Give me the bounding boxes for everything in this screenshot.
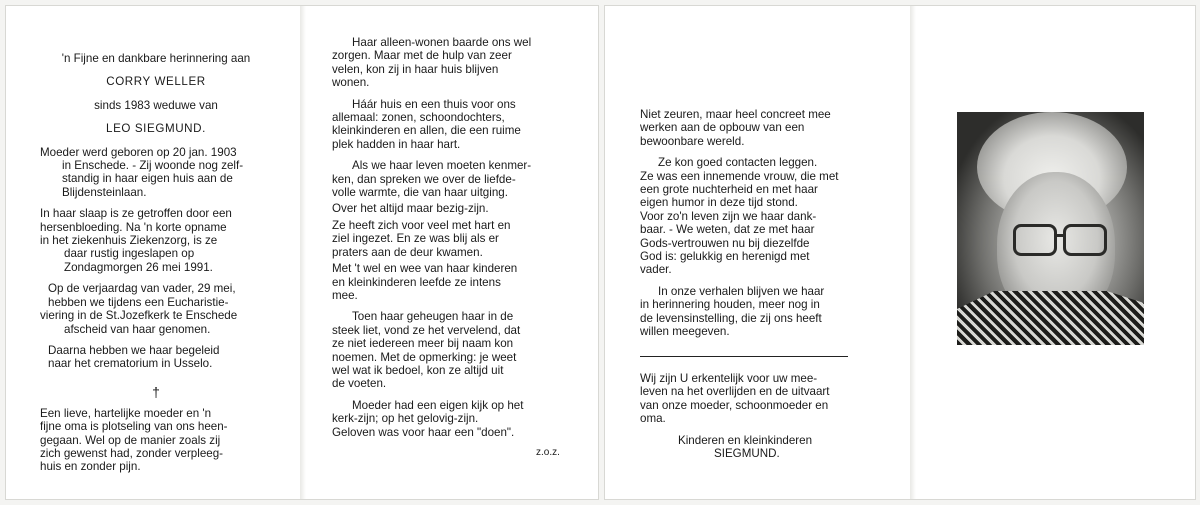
text-line: ze niet iedereen meer bij naam kon <box>332 337 514 351</box>
text-line: en kleinkinderen leefde ze intens <box>332 275 501 289</box>
text-line: volle warmte, die van haar uitging. <box>332 186 508 200</box>
text-line: Moeder had een eigen kijk op het <box>352 398 524 412</box>
text-column-3 <box>640 108 872 347</box>
text-line: Toen haar geheugen haar in de <box>352 310 514 324</box>
text-column-2 <box>332 36 570 447</box>
text-line: Gods-vertrouwen nu bij diezelfde <box>640 236 810 250</box>
paragraph <box>332 399 570 439</box>
deceased-name: CORRY WELLER <box>106 75 206 89</box>
divider-line <box>640 356 848 357</box>
text-line: mee. <box>332 288 358 302</box>
portrait-photo <box>957 112 1144 345</box>
text-line: baar. - We weten, dat ze met haar <box>640 223 815 237</box>
signature-line <box>640 447 876 460</box>
text-line: Als we haar leven moeten kenmer- <box>352 159 532 173</box>
text-line: willen meegeven. <box>640 325 730 339</box>
text-line: van onze moeder, schoonmoeder en <box>640 398 829 412</box>
text-line: gegaan. Wel op de manier zoals zij <box>40 433 221 447</box>
text-line: Ze heeft zich voor veel met hart en <box>332 218 511 232</box>
paragraph <box>640 156 872 277</box>
text-line: hebben we tijdens een Eucharistie- <box>48 295 229 309</box>
text-line: kerk-zijn; op het gelovig-zijn. <box>332 412 479 426</box>
text-line: Geloven was voor haar een "doen". <box>332 425 515 439</box>
paragraph <box>40 344 272 371</box>
text-line: steek liet, vond ze het vervelend, dat <box>332 323 521 337</box>
text-line: Ze kon goed contacten leggen. <box>658 156 818 170</box>
paragraph <box>40 282 272 336</box>
paragraph <box>40 146 272 200</box>
text-line: hersenbloeding. Na 'n korte opname <box>40 220 227 234</box>
card-fold <box>300 6 306 499</box>
paragraph <box>40 207 272 274</box>
paragraph <box>332 36 570 90</box>
text-line: in het ziekenhuis Ziekenzorg, is ze <box>40 234 218 248</box>
text-line: huis en zonder pijn. <box>40 460 141 474</box>
text-line: wel wat ik bedoel, kon ze altijd uit <box>332 363 504 377</box>
text-line: Haar alleen-wonen baarde ons wel <box>352 36 532 49</box>
text-line: Daarna hebben we haar begeleid <box>48 343 220 357</box>
text-line: Met 't wel en wee van haar kinderen <box>332 262 518 276</box>
text-line: viering in de St.Jozefkerk te Enschede <box>40 309 238 323</box>
paragraph <box>40 407 272 474</box>
text-line: bewoonbare wereld. <box>640 134 745 148</box>
text-line: de voeten. <box>332 377 387 391</box>
text-line: kleinkinderen en allen, die een ruime <box>332 124 521 138</box>
card-fold <box>910 6 916 499</box>
text-line: praters aan de deur kwamen. <box>332 245 483 259</box>
paragraph <box>332 219 570 259</box>
text-line: zich gewenst had, zonder verpleeg- <box>40 446 224 460</box>
text-line: ken, dan spreken we over de liefde- <box>332 172 516 186</box>
text-line: wonen. <box>332 76 370 90</box>
husband-name: LEO SIEGMUND. <box>106 122 206 136</box>
paragraph <box>332 159 570 199</box>
text-line: een grote nuchterheid en met haar <box>640 183 818 197</box>
text-line: God is: gelukkig en herenigd met <box>640 250 810 264</box>
text-line: Over het altijd maar bezig-zijn. <box>332 202 489 216</box>
cross-symbol: † <box>152 383 160 400</box>
acknowledgement-block <box>640 372 876 468</box>
text-line: vader. <box>640 263 672 277</box>
text-line: eigen humor in deze tijd stond. <box>640 196 798 210</box>
text-line: de levensinstelling, die zij ons heeft <box>640 311 822 325</box>
photo-collar <box>957 285 1144 345</box>
text-line: Wij zijn U erkentelijk voor uw mee- <box>640 372 818 385</box>
family-name: SIEGMUND. <box>714 447 780 461</box>
paragraph <box>332 262 570 302</box>
paragraph <box>640 285 872 339</box>
text-line: standig in haar eigen huis aan de <box>62 172 233 186</box>
text-line: Moeder werd geboren op 20 jan. 1903 <box>40 145 237 159</box>
widow-line: sinds 1983 weduwe van <box>94 98 218 112</box>
text-line: daar rustig ingeslapen op <box>64 247 195 261</box>
text-line: werken aan de opbouw van een <box>640 121 805 135</box>
glasses-right <box>1063 224 1107 256</box>
text-line: in Enschede. - Zij woonde nog zelf- <box>62 159 244 173</box>
text-line: Een lieve, hartelijke moeder en 'n <box>40 406 212 420</box>
text-line: Niet zeuren, maar heel concreet mee <box>640 108 831 121</box>
glasses-left <box>1013 224 1057 256</box>
glasses-bridge <box>1054 234 1066 237</box>
text-column-1 <box>40 52 272 482</box>
text-line: In haar slaap is ze getroffen door een <box>40 207 232 221</box>
text-line: plek hadden in haar hart. <box>332 137 461 151</box>
signature-line <box>640 434 876 447</box>
text-line: noemen. Met de opmerking: je weet <box>332 350 517 364</box>
text-line: Blijdensteinlaan. <box>62 185 147 199</box>
text-line: fijne oma is plotseling van ons heen- <box>40 420 228 434</box>
text-line: In onze verhalen blijven we haar <box>658 284 825 298</box>
text-line: Op de verjaardag van vader, 29 mei, <box>48 282 236 296</box>
text-line: zorgen. Maar met de hulp van zeer <box>332 49 512 63</box>
intro-text: 'n Fijne en dankbare herinnering aan <box>61 52 251 65</box>
text-line: oma. <box>640 412 666 426</box>
text-line: ziel ingezet. En ze was blij als er <box>332 232 499 246</box>
text-line: afscheid van haar genomen. <box>64 322 211 336</box>
text-line: allemaal: zonen, schoondochters, <box>332 111 505 125</box>
text-line: velen, kon zij in haar huis blijven <box>332 62 499 76</box>
text-line: leven na het overlijden en de uitvaart <box>640 385 830 399</box>
text-line: Ze was een innemende vrouw, die met <box>640 169 839 183</box>
text-line: naar het crematorium in Usselo. <box>48 357 213 371</box>
paragraph <box>332 202 570 215</box>
signature-text: Kinderen en kleinkinderen <box>678 433 813 447</box>
text-line: in herinnering houden, meer nog in <box>640 298 820 312</box>
paragraph <box>640 108 872 148</box>
text-line: Háár huis en een thuis voor ons <box>352 97 516 111</box>
paragraph <box>640 372 876 426</box>
paragraph <box>332 310 570 390</box>
turn-over-note: z.o.z. <box>536 447 560 458</box>
text-line: Voor zo'n leven zijn we haar dank- <box>640 209 817 223</box>
paragraph <box>332 98 570 152</box>
text-line: Zondagmorgen 26 mei 1991. <box>64 260 213 274</box>
